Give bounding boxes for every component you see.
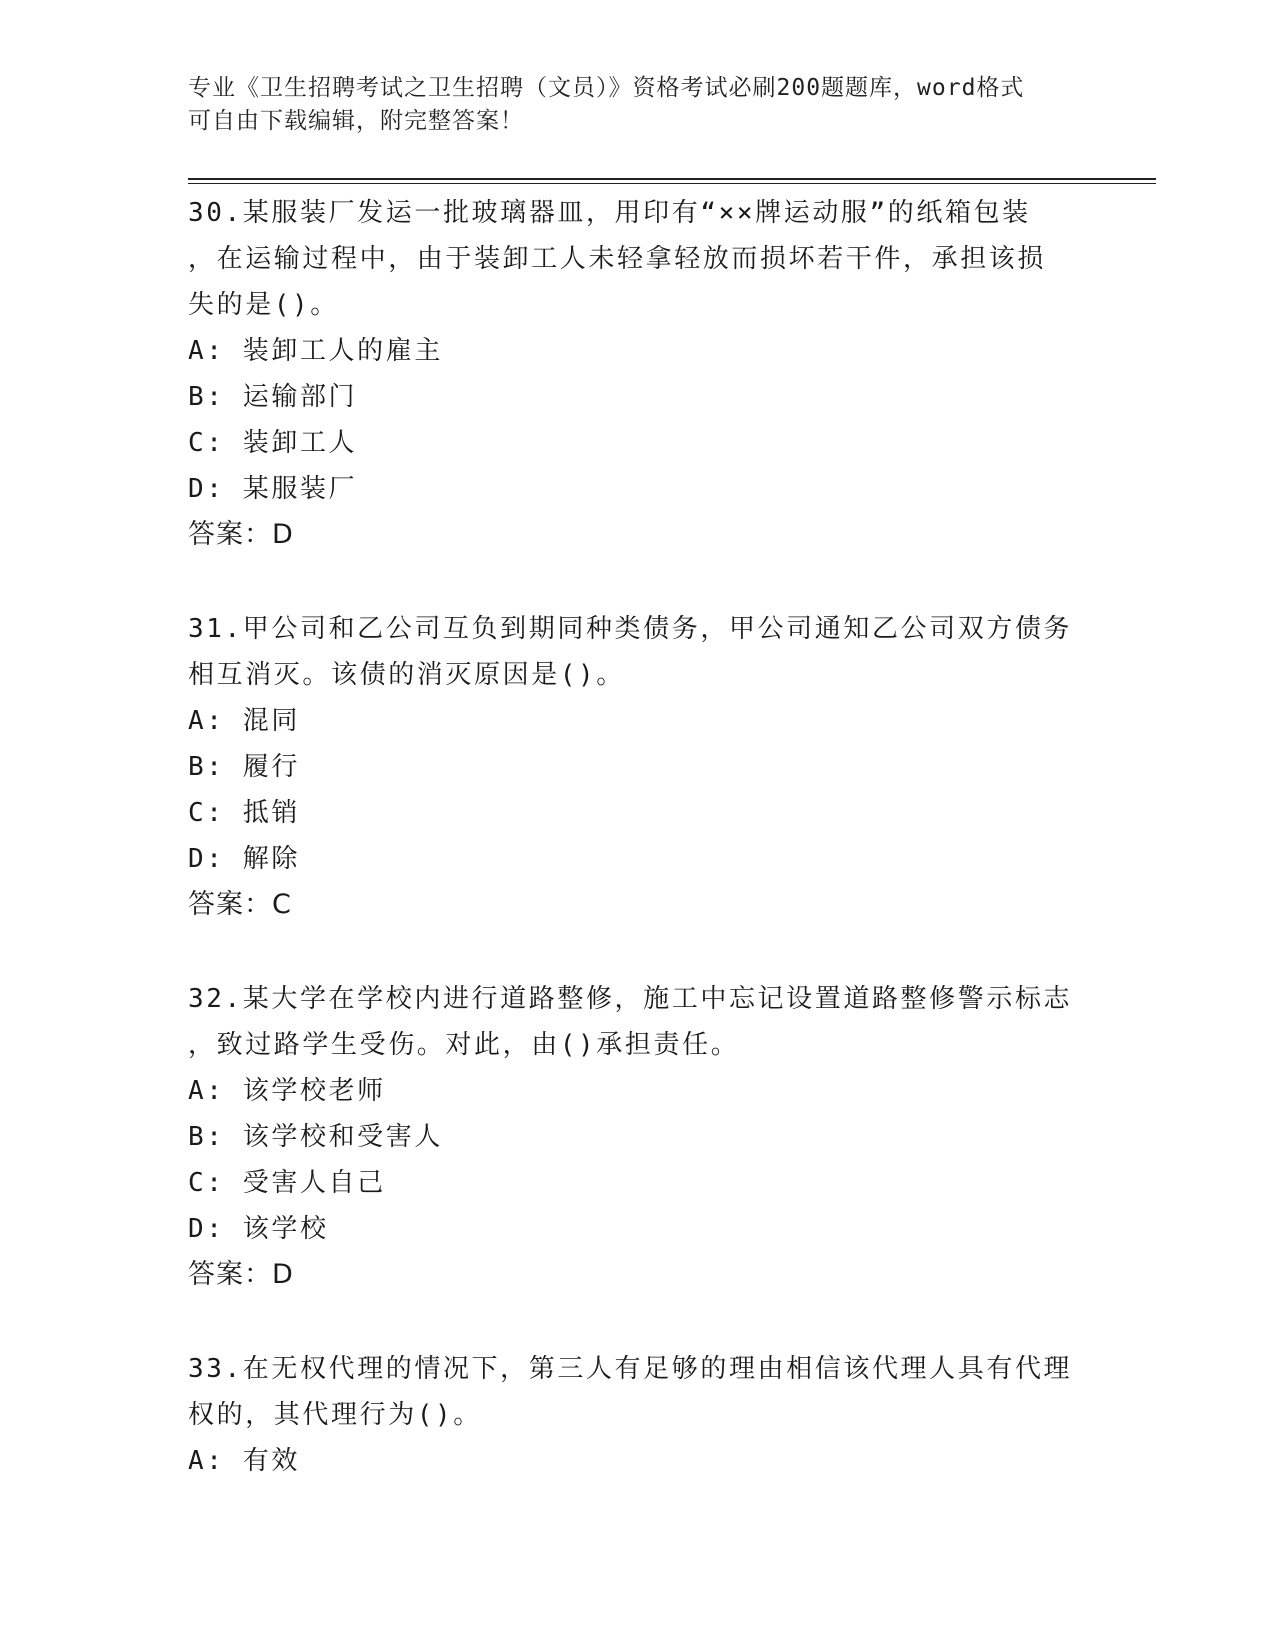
question-31 xyxy=(188,606,1088,928)
option-a: A: 有效 xyxy=(188,1446,300,1476)
question-stem-line: 相互消灭。该债的消灭原因是()。 xyxy=(188,660,625,690)
option-c: C: 抵销 xyxy=(188,798,300,828)
option-d: D: 该学校 xyxy=(188,1214,329,1244)
header-line-2: 可自由下载编辑，附完整答案！ xyxy=(188,108,524,134)
document-page xyxy=(188,0,1148,1650)
option-a: A: 该学校老师 xyxy=(188,1076,386,1106)
option-d: D: 解除 xyxy=(188,844,300,874)
question-32 xyxy=(188,976,1088,1298)
question-stem-line: ，致过路学生受伤。对此，由()承担责任。 xyxy=(188,1030,740,1060)
option-c: C: 装卸工人 xyxy=(188,428,358,458)
option-d: D: 某服装厂 xyxy=(188,474,358,504)
answer-line: 答案：D xyxy=(188,1259,294,1290)
question-list xyxy=(188,190,1088,1532)
question-stem-line: 32.某大学在学校内进行道路整修，施工中忘记设置道路整修警示标志 xyxy=(188,984,1073,1014)
question-33 xyxy=(188,1346,1088,1484)
question-stem-line: 30.某服装厂发运一批玻璃器皿，用印有“××牌运动服”的纸箱包装 xyxy=(188,198,1031,228)
question-stem-line: 失的是()。 xyxy=(188,290,339,320)
option-b: B: 运输部门 xyxy=(188,382,358,412)
answer-line: 答案：D xyxy=(188,519,294,550)
question-stem-line: ，在运输过程中，由于装卸工人未轻拿轻放而损坏若干件，承担该损 xyxy=(188,244,1047,274)
question-30 xyxy=(188,190,1088,558)
question-stem-line: 31.甲公司和乙公司互负到期同种类债务，甲公司通知乙公司双方债务 xyxy=(188,614,1073,644)
option-c: C: 受害人自己 xyxy=(188,1168,386,1198)
answer-line: 答案：C xyxy=(188,889,292,920)
header-divider-thick xyxy=(188,178,1156,180)
question-stem-line: 33.在无权代理的情况下，第三人有足够的理由相信该代理人具有代理 xyxy=(188,1354,1073,1384)
header-divider-thin xyxy=(188,183,1156,184)
question-stem-line: 权的，其代理行为()。 xyxy=(188,1400,482,1430)
option-b: B: 履行 xyxy=(188,752,300,782)
document-header xyxy=(188,72,1068,138)
option-a: A: 装卸工人的雇主 xyxy=(188,336,443,366)
option-a: A: 混同 xyxy=(188,706,300,736)
option-b: B: 该学校和受害人 xyxy=(188,1122,443,1152)
header-line-1: 专业《卫生招聘考试之卫生招聘（文员）》资格考试必刷200题题库，word格式 xyxy=(188,75,1025,101)
